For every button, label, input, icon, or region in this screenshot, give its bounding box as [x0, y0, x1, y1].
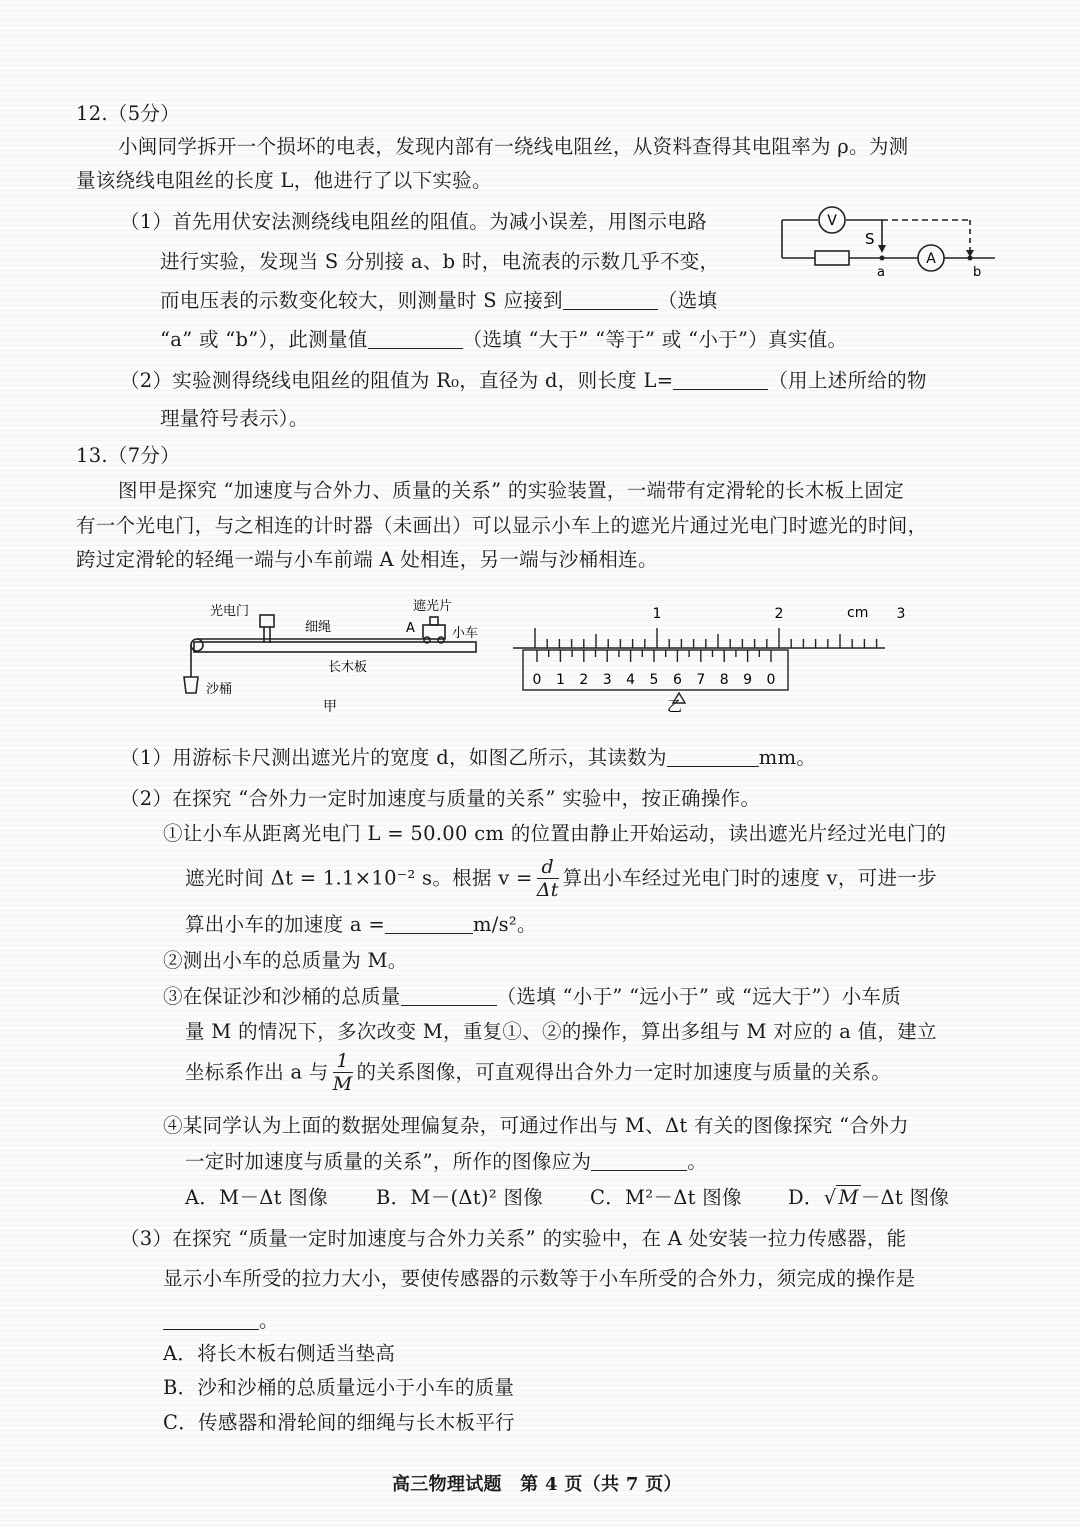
- q13-part3-line3: 。: [163, 1311, 279, 1331]
- step4-line1: ④某同学认为上面的数据处理偏复杂，可通过作出与 M、Δt 有关的图像探究 “合外力: [163, 1114, 909, 1137]
- vernier-tick-label: 2: [579, 672, 589, 688]
- vernier-tick-label: 9: [743, 672, 753, 688]
- option-a: A．M－Δt 图像: [185, 1186, 328, 1209]
- fraction-d-over-dt: $\frac{d}{\Delta t}$: [536, 856, 559, 901]
- answer-blank-graph-choice[interactable]: [591, 1152, 687, 1171]
- bucket-label: 沙桶: [206, 682, 233, 697]
- answer-blank-acceleration[interactable]: [385, 915, 473, 934]
- step3-line2: 量 M 的情况下，多次改变 M，重复①、②的操作，算出多组与 M 对应的 a 值，建立: [185, 1020, 937, 1043]
- q13-part3-line1: （3）在探究 “质量一定时加速度与合外力关系” 的实验中，在 A 处安装一拉力传感器，能: [120, 1227, 907, 1250]
- q12-intro-line1: 小闽同学拆开一个损坏的电表，发现内部有一绕线电阻丝，从资料查得其电阻率为 ρ。为测: [118, 135, 909, 158]
- main-tick-label: 1: [652, 606, 662, 622]
- q12-part1-line2: 进行实验，发现当 S 分别接 a、b 时，电流表的示数几乎不变，: [160, 250, 720, 273]
- q13-header: 13.（7分）: [76, 444, 181, 467]
- main-tick-label: 3: [896, 606, 906, 622]
- option-d: D．√ M －Δt 图像: [788, 1186, 950, 1209]
- part3-option-b: B．沙和沙桶的总质量远小于小车的质量: [163, 1376, 515, 1399]
- option-c: C．M²－Δt 图像: [590, 1186, 742, 1209]
- q12-part2-line1: （2）实验测得绕线电阻丝的阻值为 R₀，直径为 d，则长度 L= （用上述所给的物: [120, 369, 927, 392]
- q13-intro-line1: 图甲是探究 “加速度与合外力、质量的关系” 的实验装置，一端带有定滑轮的长木板上固定: [118, 479, 904, 502]
- vernier-tick-label: 7: [696, 672, 706, 688]
- q13-part3-line2: 显示小车所受的拉力大小，要使传感器的示数等于小车所受的合外力，须完成的操作是: [163, 1267, 916, 1290]
- board-label: 长木板: [328, 660, 368, 675]
- vernier-scale: [523, 650, 788, 690]
- ammeter-label: A: [926, 251, 936, 267]
- answer-blank-mass-relation[interactable]: [401, 987, 497, 1006]
- sand-bucket: [184, 677, 198, 693]
- answer-blank-width[interactable]: [667, 748, 759, 767]
- answer-blank-s-position[interactable]: [563, 291, 658, 310]
- q12-intro-line2: 量该绕线电阻丝的长度 L，他进行了以下实验。: [76, 169, 492, 192]
- q12-part2-line2: 理量符号表示）。: [160, 407, 309, 430]
- point-a-label: A: [406, 621, 415, 636]
- answer-blank-measured-vs-true[interactable]: [368, 330, 463, 349]
- q13-intro-line2: 有一个光电门，与之相连的计时器（未画出）可以显示小车上的遮光片通过光电门时遮光的时间，: [76, 514, 928, 537]
- q13-part1: （1）用游标卡尺测出遮光片的宽度 d，如图乙所示，其读数为 mm。: [120, 746, 817, 769]
- answer-blank-length[interactable]: [673, 371, 768, 390]
- shade-label: 遮光片: [413, 599, 453, 614]
- vernier-tick-label: 4: [626, 672, 636, 688]
- figure-yi-caption: 乙: [667, 697, 683, 715]
- rope-label: 细绳: [305, 620, 332, 635]
- step2: ②测出小车的总质量为 M。: [163, 949, 408, 972]
- option-b: B．M－(Δt)² 图像: [376, 1186, 544, 1209]
- vernier-tick-label: 1: [555, 672, 565, 688]
- q12-header: 12.（5分）: [76, 102, 181, 125]
- figure-jia-caption: 甲: [323, 699, 337, 715]
- fraction-1-over-m: $\frac{1}{M}$: [332, 1050, 353, 1095]
- vernier-caliper-diagram: [505, 598, 906, 718]
- voltmeter-label: V: [827, 213, 837, 229]
- vernier-tick-label: 6: [672, 672, 682, 688]
- page-footer: 高三物理试题 第 4 页（共 7 页）: [392, 1474, 682, 1495]
- q12-part1-line4: “a” 或 “b”），此测量值 （选填 “大于” “等于” 或 “小于”）真实值。: [160, 328, 848, 351]
- step1-line2: 遮光时间 Δt = 1.1×10⁻² s。根据 v = $\frac{d}{\Delta t}$ 算出小车经过光电门时的速度 v，可进一步: [185, 856, 937, 901]
- node-b-label: b: [973, 265, 982, 280]
- photogate-label: 光电门: [210, 604, 250, 619]
- vernier-tick-label: 8: [719, 672, 729, 688]
- part3-option-c: C．传感器和滑轮间的细绳与长木板平行: [163, 1411, 515, 1434]
- vernier-tick-label: 0: [532, 672, 542, 688]
- step1-line3: 算出小车的加速度 a = m/s²。: [185, 913, 537, 936]
- main-tick-label: 2: [774, 606, 784, 622]
- vernier-tick-label: 3: [602, 672, 612, 688]
- long-board: [194, 642, 476, 652]
- cart-label: 小车: [452, 626, 479, 641]
- switch-arrow-icon: [878, 245, 886, 253]
- step4-line2: 一定时加速度与质量的关系”，所作的图像应为 。: [185, 1150, 708, 1173]
- switch-label: S: [865, 230, 875, 248]
- step1-line1: ①让小车从距离光电门 L = 50.00 cm 的位置由静止开始运动，读出遮光片经过光电门的: [163, 822, 947, 845]
- part3-option-a: A．将长木板右侧适当垫高: [163, 1342, 396, 1365]
- circuit-diagram: [770, 200, 1000, 280]
- unit-label: cm: [847, 605, 869, 621]
- answer-blank-operation[interactable]: [163, 1311, 259, 1330]
- q12-part1-line3: 而电压表的示数变化较大，则测量时 S 应接到 （选填: [160, 289, 718, 312]
- q13-part2: （2）在探究 “合外力一定时加速度与质量的关系” 实验中，按正确操作。: [120, 787, 761, 810]
- q12-part1-line1: （1）首先用伏安法测绕线电阻丝的阻值。为减小误差，用图示电路: [120, 210, 707, 233]
- apparatus-diagram: [180, 595, 490, 720]
- vernier-tick-label: 5: [649, 672, 659, 688]
- step3-line3: 坐标系作出 a 与 $\frac{1}{M}$ 的关系图像，可直观得出合外力一定时加速度与质量的关系。: [185, 1050, 892, 1095]
- vernier-tick-label: 0: [766, 672, 776, 688]
- q13-intro-line3: 跨过定滑轮的轻绳一端与小车前端 A 处相连，另一端与沙桶相连。: [76, 548, 658, 571]
- node-a-label: a: [877, 265, 885, 280]
- step3-line1: ③在保证沙和沙桶的总质量 （选填 “小于” “远小于” 或 “远大于”）小车质: [163, 985, 902, 1008]
